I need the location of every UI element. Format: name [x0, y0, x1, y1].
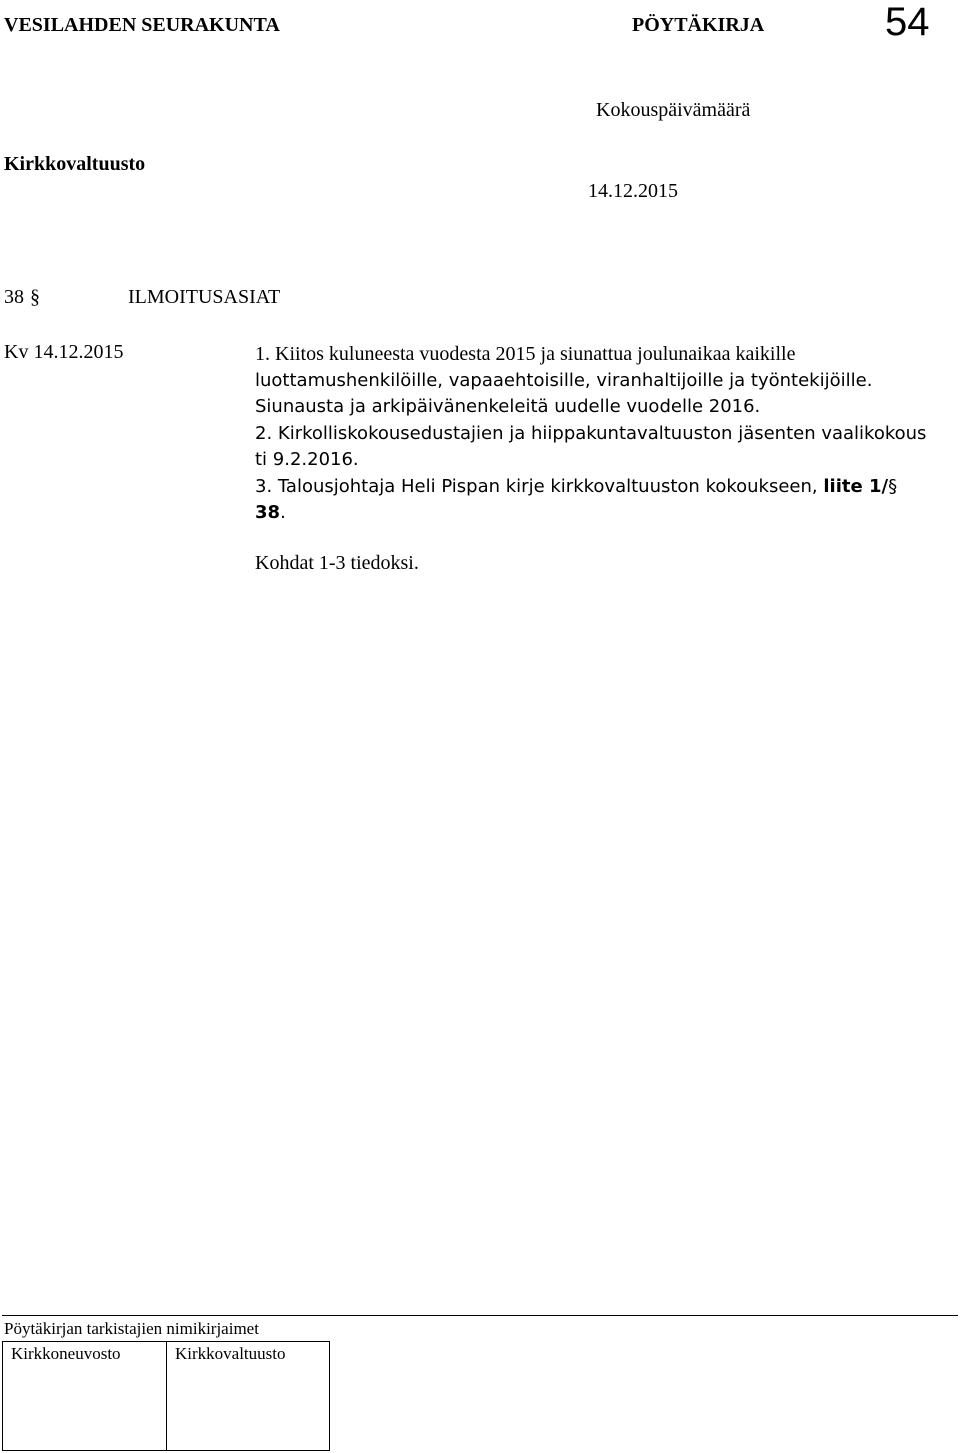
- signatures-heading: Pöytäkirjan tarkistajien nimikirjaimet: [4, 1319, 259, 1338]
- section-number: 38: [4, 286, 24, 308]
- item-3-end: .: [280, 502, 286, 523]
- item-3-line-2: [255, 500, 955, 527]
- footer-divider: [2, 1315, 958, 1316]
- organization-name: VESILAHDEN SEURAKUNTA: [4, 14, 280, 36]
- initials-box-label: Kirkkovaltuusto: [175, 1344, 286, 1363]
- item-2-line-1: 2. Kirkolliskokousedustajien ja hiippakuntavaltuuston jäsenten vaalikokous: [255, 422, 927, 444]
- section-reference: Kv 14.12.2015: [4, 341, 124, 363]
- governing-body: Kirkkovaltuusto: [4, 153, 146, 175]
- attachment-section-sign: §: [888, 475, 898, 497]
- initials-box-church-council: [2, 1341, 167, 1451]
- item-3-text: 3. Talousjohtaja Heli Pispan kirje kirkkovaltuuston kokoukseen,: [255, 475, 824, 497]
- initials-box-parish-council: [166, 1341, 330, 1451]
- attachment-reference: liite 1/: [823, 475, 889, 497]
- decision-text: Kohdat 1-3 tiedoksi.: [255, 552, 419, 574]
- section-sign: §: [30, 286, 40, 308]
- page-number: 54: [885, 0, 930, 44]
- item-1-line-3: Siunausta ja arkipäivänenkeleitä uudelle vuodelle 2016.: [255, 396, 761, 417]
- document-type: PÖYTÄKIRJA: [632, 14, 765, 36]
- section-title: ILMOITUSASIAT: [128, 286, 281, 308]
- meeting-date-label: Kokouspäivämäärä: [596, 99, 751, 121]
- item-1-line-1: 1. Kiitos kuluneesta vuodesta 2015 ja siunattua joulunaikaa kaikille: [255, 343, 796, 365]
- initials-box-label: Kirkkoneuvosto: [11, 1344, 121, 1363]
- announcement-list: [255, 341, 955, 527]
- item-2-line-2: ti 9.2.2016.: [255, 449, 359, 470]
- item-3-line-1: [255, 474, 955, 501]
- attachment-section-number: 38: [255, 502, 281, 523]
- meeting-date: 14.12.2015: [588, 180, 678, 202]
- item-1-line-2: luottamushenkilöille, vapaaehtoisille, viranhaltijoille ja työntekijöille.: [255, 369, 873, 391]
